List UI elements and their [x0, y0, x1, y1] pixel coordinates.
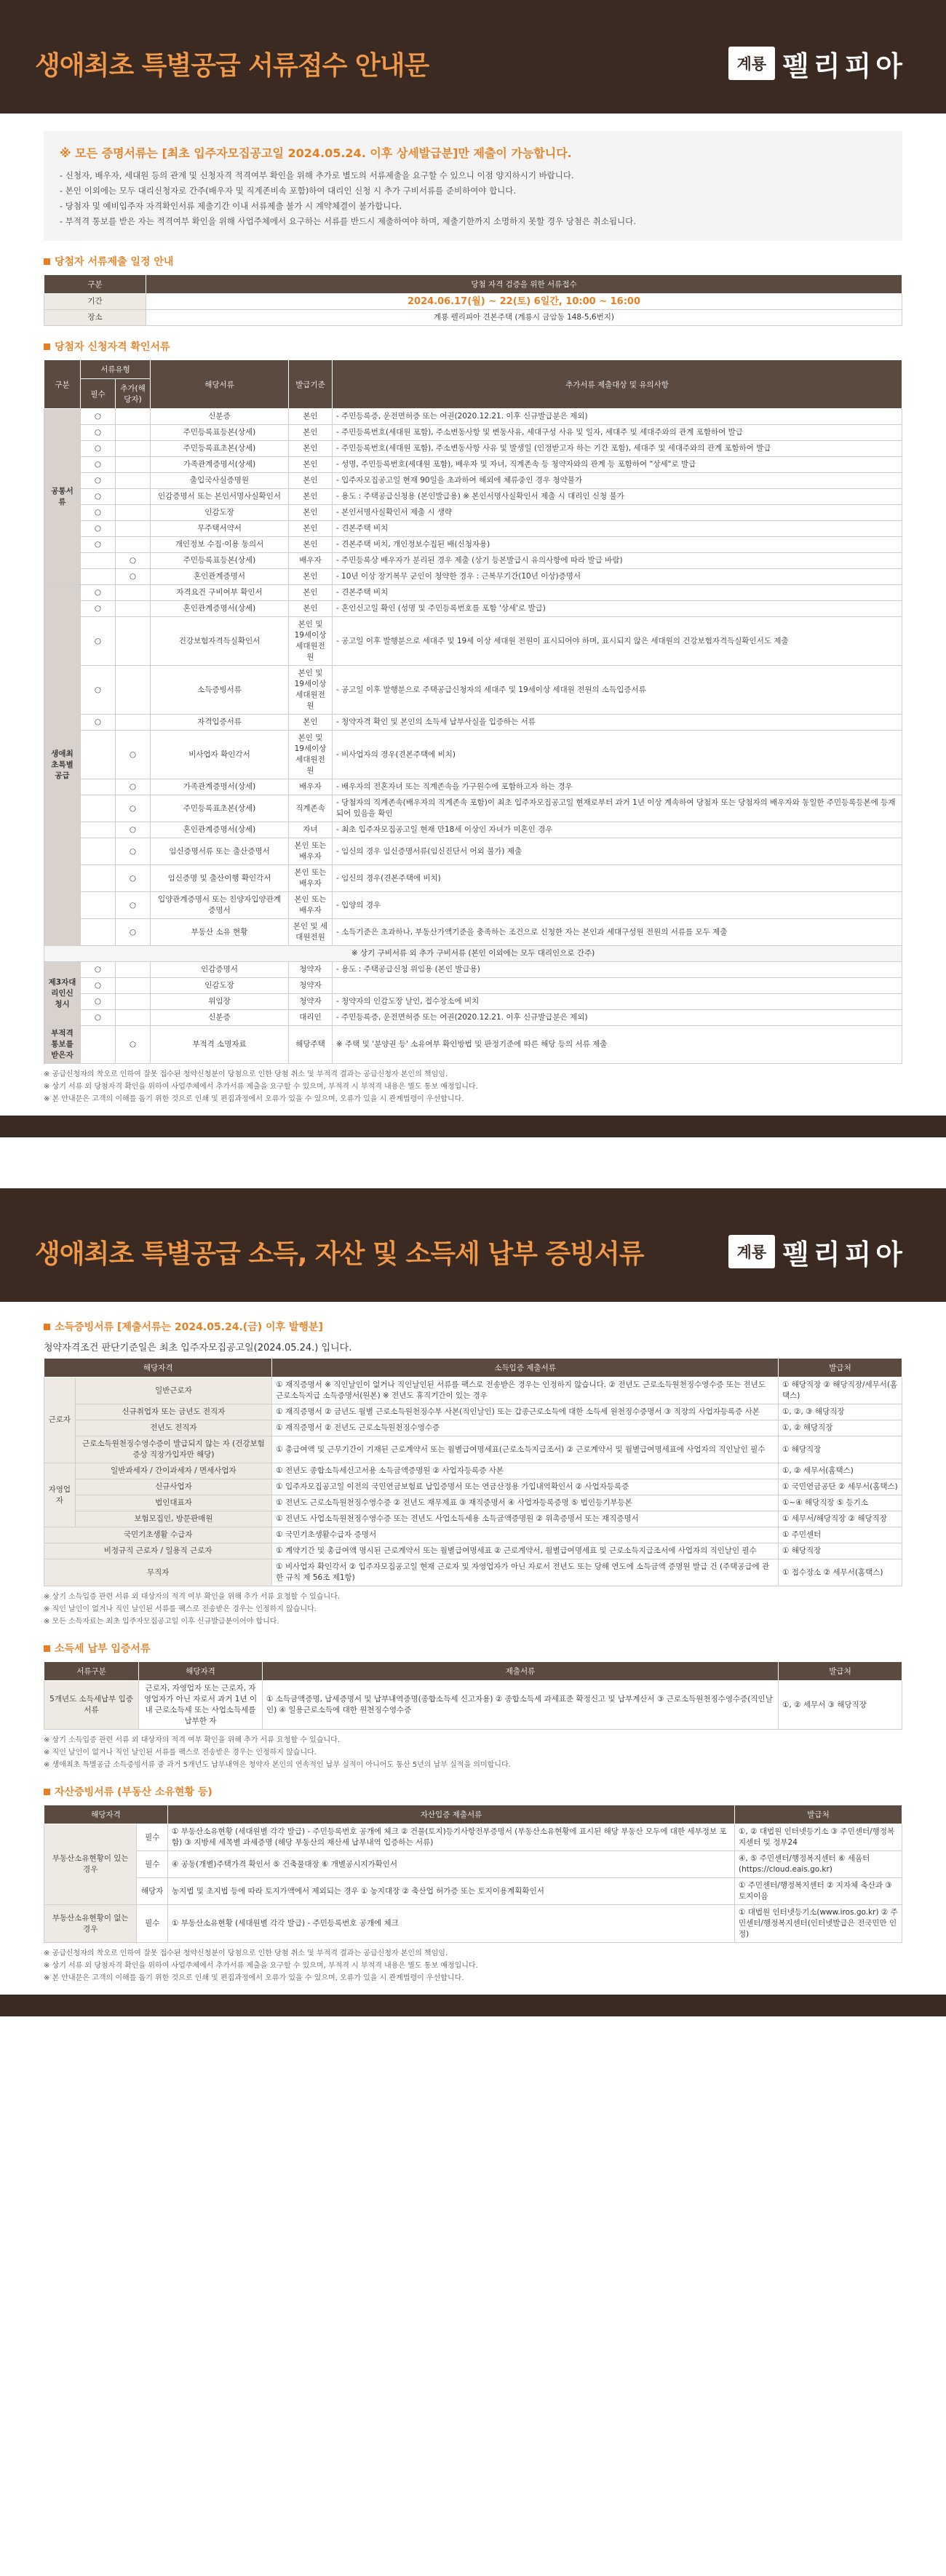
table-cell: 신분증	[151, 1010, 289, 1026]
table-cell: 배우자	[289, 553, 333, 569]
documents-table: 구분 서류유형 해당서류 발급기준 추가서류 제출대상 및 유의사항 필수 추가(해당자) 공통서류 ○ 신분증 본인 - 주민등록증, 운전면허증 또는 여권(2020.12.21. 이후 신규발급분은 제외) ○ 주민등록표등본(상세) 본인 - 주민등록번호(세대원 포함), 주소변동사항 및 변동사유, 세대구성 사유 및 일자, 세대주 및 세대주와의 관계 포함하여 발급 ○ 주민등록표초본(상세) 본인 - 주민등록번호(세대원 포함), 주소변동사항 사유 및 발생일 (인정받고자 하는 기간 포함), 세대주 및 세대주와의 관계 포함하여 발급 ○ 가족관계증명서(상세) 본인 - 성명, 주민등록번호(세대원 포함), 배우자 및 자녀, 직계존속 등 청약자와의 관계 등 포함하여 "상세"로 발급 ○ 출입국사실증명원 본인 - 입주자모집공고일 현재 90일을 초과하여 해외에 체류중인 경우 청약불가 ○ 인감증명서 또는 본인서명사실확인서 본인 - 용도 : 주택공급신청용 (본인발급용) ※ 본인서명사실확인서 제출 시 대리인 신청 불가 ○ 인감도장 본인 - 본인서명사실확인서 제출 시 생략 ○ 무주택서약서 본인 - 견본주택 비치 ○ 개인정보 수집·이용 동의서 본인 - 견본주택 비치, 개인정보수집된 배(신청자용) ○ 주민등록표등본(상세) 배우자 - 주민등록상 배우자가 분리된 경우 제출 (상기 등본발급시 유의사항에 따라 발급 바람) ○ 혼인관계증명서 본인 - 10년 이상 장기복무 군인이 청약한 경우 : 근복무기간(10년 이상)증명서 생애최초특별공급 ○ 자격요건 구비여부 확인서 본인 - 견본주택 비치 ○ 혼인관계증명서(상세) 본인 - 혼인신고일 확인 (성명 및 주민등록번호를 포함 '상세'로 발급) ○ 건강보험자격득실확인서 본인 및 19세이상 세대원전원 - 공고일 이후 발행분으로 세대주 및 19세 이상 세대원 전원이 표시되어야 하며, 표시되지 않은 세대원의 건강보험자격득실확인서도 제출 ○ 소득증빙서류 본인 및 19세이상 세대원전원 - 공고일 이후 발행분으로 주택공급신청자의 세대주 및 19세이상 세대원 전원의 소득입증서류 ○ 자격입증서류 본인 - 청약자격 확인 및 본인의 소득세 납부사실을 입증하는 서류 ○ 비사업자 확인각서 본인 및 19세이상 세대원전원 - 비사업자의 경우(견본주택에 비치) ○ 가족관계증명서(상세) 배우자 - 배우자의 전혼자녀 또는 직계존속을 가구원수에 포함하고자 하는 경우 ○ 주민등록표초본(상세) 직계존속 - 당첨자의 직계존속(배우자의 직계존속 포함)이 최초 입주자모집공고일 현재로부터 과거 1년 이상 계속하여 당첨자 또는 당첨자의 배우자와 동일한 주민등록등본에 등재되어 있음을 확인 ○ 혼인관계증명서(상세) 자녀 - 최초 입주자모집공고일 현재 만18세 이상인 자녀가 미혼인 경우 ○ 임신증명서류 또는 출산증명서 본인 또는 배우자 - 임신의 경우 임신증명서류(임신진단서 어외 불가) 제출 ○ 임신증명 및 출산이행 확인각서 본인 또는 배우자 - 임신의 경우(견본주택에 비치) ○ 입양관계증명서 또는 친양자입양관계증명서 본인 또는 배우자 - 입양의 경우 ○ 부동산 소유 현황 본인 및 세대원전원 - 소득기준은 초과하나, 부동산가액기준을 충족하는 조건으로 신청한 자는 본인과 세대구성원 전원의 서류를 모두 제출 ※ 상기 구비서류 외 추가 구비서류 (본인 이외에는 모두 대리인으로 간주) 제3자대리인신청시 ○ 인감증명서 청약자 - 용도 : 주택공급신청 위임용 (본인 발급용) ○ 인감도장 청약자 ○ 위임장 청약자 - 청약자의 인감도장 날인, 접수장소에 비치 ○ 신분증 대리인 - 주민등록증, 운전면허증 또는 여권(2020.12.21. 이후 신규발급분은 제외) 부적격통보를받은자 ○ 부적격 소명자료 해당주택 ※ 주택 및 '분양권 등' 소유여부 확인방법 및 판정기준에 따른 해당 등의 서류 제출	[44, 359, 902, 1064]
table-row	[44, 919, 902, 946]
required-docs: ① 계약기간 및 총급여액 명시된 근로계약서 또는 월별급여명세표 ② 근로계약서, 월별급여명세표 및 근로소득지급조서에 사업자의 직인날인 필수	[272, 1543, 779, 1559]
brand-tag: 계룡	[728, 1235, 776, 1268]
table-row	[44, 1010, 902, 1026]
table-row	[44, 1527, 902, 1543]
table-cell	[81, 779, 116, 795]
table-cell: - 주민등록증, 운전면허증 또는 여권(2020.12.21. 이후 신규발급분은 제외)	[333, 409, 902, 425]
bullet-square-icon	[44, 1324, 50, 1330]
bottom-band	[0, 1116, 946, 1137]
table-cell: ○	[116, 553, 151, 569]
table-cell: ○	[81, 489, 116, 505]
sub-qualification: 근로소득원천징수영수증이 발급되지 않는 자 (건강보험증상 직장가입자만 해당)	[75, 1436, 272, 1463]
table-row	[44, 666, 902, 715]
page-title: 생애최초 특별공급 서류접수 안내문	[35, 50, 429, 81]
required-docs: ① 입주자모집공고일 이전의 국민연금보험료 납입증명서 또는 연금산정용 가입내역확인서 ② 사업자등록증	[272, 1479, 779, 1495]
table-cell: 인감증명서	[151, 962, 289, 978]
section-heading: 소득증빙서류 [제출서류는 2024.05.24.(금) 이후 발행분]	[44, 1319, 902, 1334]
table-cell: 본인 및 19세이상 세대원전원	[289, 617, 333, 666]
table-cell: 본인	[289, 473, 333, 489]
table-cell	[116, 521, 151, 537]
table-cell: 해당주택	[289, 1026, 333, 1064]
table-cell	[333, 978, 902, 994]
table-row	[44, 1026, 902, 1064]
table-cell	[116, 962, 151, 978]
required-docs: ① 전년도 근로소득원천징수영수증 ② 전년도 재무제표 ③ 재직증명서 ④ 사업자등록증명 ⑤ 법인등기부등본	[272, 1495, 779, 1511]
table-cell: 입양관계증명서 또는 친양자입양관계증명서	[151, 892, 289, 919]
table-cell: 혼인관계증명서(상세)	[151, 822, 289, 838]
table-cell: 신분증	[151, 409, 289, 425]
table-row	[44, 1824, 902, 1851]
table-cell: - 혼인신고일 확인 (성명 및 주민등록번호를 포함 '상세'로 발급)	[333, 601, 902, 617]
table-cell: 본인 및 19세이상 세대원전원	[289, 731, 333, 779]
table-cell	[81, 865, 116, 892]
table-cell: 본인	[289, 521, 333, 537]
top-band	[0, 0, 946, 19]
table-cell: 본인	[289, 715, 333, 731]
table-cell	[81, 892, 116, 919]
table-row	[44, 601, 902, 617]
bullet-square-icon	[44, 1789, 50, 1795]
table-cell: - 용도 : 주택공급신청 위임용 (본인 발급용)	[333, 962, 902, 978]
table-cell: - 청약자의 인감도장 날인, 접수장소에 비치	[333, 994, 902, 1010]
table-row	[44, 779, 902, 795]
table-cell: 본인	[289, 601, 333, 617]
schedule-table: 구분 당첨 자격 검증을 위한 서류접수 기간 2024.06.17(월) ~ 22(토) 6일간, 10:00 ~ 16:00 장소 계룡 펠리피아 견본주택 (계룡시 금암동 148-5,6번지)	[44, 274, 902, 326]
tax-table: 서류구분 해당자격 제출서류 발급처 5개년도 소득세납부 입증서류 근로자, 자영업자 또는 근로자, 자영업자가 아닌 자로서 과거 1년 이내 근로소득세 또는 사업소득세를 납부한 자 ① 소득금액증명, 납세증명서 및 납부내역증명(종합소득세 신고자용) ② 종합소득세 과세표준 확정신고 및 납부계산서 ③ 근로소득원천징수영수증(직인날인) ④ 일용근로소득에 대한 원천징수영수증 ①, ② 세무서 ③ 해당직장	[44, 1661, 902, 1730]
section-subtext: 청약자격조건 판단기준일은 최초 입주자모집공고일(2024.05.24.) 입니다.	[44, 1343, 352, 1353]
table-cell: - 최초 입주자모집공고일 현재 만18세 이상인 자녀가 미혼인 경우	[333, 822, 902, 838]
table-cell: - 청약자격 확인 및 본인의 소득세 납부사실을 입증하는 서류	[333, 715, 902, 731]
sub-qualification: 일반과세자 / 간이과세자 / 면세사업자	[75, 1463, 272, 1479]
required-docs: ④ 공동(개별)주택가격 확인서 ⑤ 건축물대장 ⑥ 개별공시지가확인서	[168, 1851, 735, 1878]
table-cell: 자격요건 구비여부 확인서	[151, 585, 289, 601]
bullet-square-icon	[44, 1645, 50, 1652]
section-heading: 당첨자 서류제출 일정 안내	[44, 254, 902, 269]
table-cell: - 입주자모집공고일 현재 90일을 초과하여 해외에 체류중인 경우 청약불가	[333, 473, 902, 489]
table-cell: - 성명, 주민등록번호(세대원 포함), 배우자 및 자녀, 직계존속 등 청약자와의 관계 등 포함하여 "상세"로 발급	[333, 457, 902, 473]
table-row	[44, 489, 902, 505]
group-label: 부적격통보를받은자	[44, 1026, 81, 1064]
table-cell: 출입국사실증명원	[151, 473, 289, 489]
issuer: ① 해당직장	[779, 1436, 902, 1463]
table-row	[44, 537, 902, 553]
table-row	[44, 1511, 902, 1527]
required-docs: ① 재직증명서 ② 금년도 월별 근로소득원천징수부 사본(직인날인) 또는 갑종근로소득에 대한 소득세 원천징수증명서 ③ 직장의 사업자등록증 사본	[272, 1404, 779, 1420]
issuer: ①, ② 대법원 인터넷등기소 ③ 주민센터/행정복지센터 및 정부24	[735, 1824, 902, 1851]
table-cell: - 10년 이상 장기복무 군인이 청약한 경우 : 근복무기간(10년 이상)증명서	[333, 569, 902, 585]
table-cell	[81, 919, 116, 946]
required-docs: ① 부동산소유현황 (세대원별 각각 발급) - 주민등록번호 공개에 체크	[168, 1905, 735, 1943]
table-cell: - 본인서명사실확인서 제출 시 생략	[333, 505, 902, 521]
table-cell: - 임신의 경우 임신증명서류(임신진단서 어외 불가) 제출	[333, 838, 902, 865]
issuer: ① 주민센터/행정복지센터 ② 지자체 축산과 ③ 토지이음	[735, 1878, 902, 1905]
table-cell: - 주민등록증, 운전면허증 또는 여권(2020.12.21. 이후 신규발급분은 제외)	[333, 1010, 902, 1026]
sub-qualification: 신규취업자 또는 금년도 전직자	[75, 1404, 272, 1420]
table-row	[44, 731, 902, 779]
table-cell: 청약자	[289, 994, 333, 1010]
table-cell: 가족관계증명서(상세)	[151, 779, 289, 795]
table-cell: ○	[116, 892, 151, 919]
table-cell: 본인	[289, 441, 333, 457]
table-cell: 본인	[289, 457, 333, 473]
table-cell: ○	[81, 994, 116, 1010]
table-row	[44, 505, 902, 521]
table-cell: - 견본주택 비치	[333, 585, 902, 601]
issuer: ①, ② 세무서(홈택스)	[779, 1463, 902, 1479]
sub-qualification: 법인대표자	[75, 1495, 272, 1511]
table-cell: ○	[81, 962, 116, 978]
table-cell: 부동산 소유 현황	[151, 919, 289, 946]
table-cell: ○	[116, 569, 151, 585]
table-cell: ○	[116, 822, 151, 838]
table-cell: 본인	[289, 585, 333, 601]
table-cell	[116, 617, 151, 666]
table-cell	[116, 457, 151, 473]
table-cell: ○	[81, 1010, 116, 1026]
table-cell: 직계존속	[289, 795, 333, 822]
requirement-type: 필수	[137, 1905, 168, 1943]
table-cell: - 공고일 이후 발행분으로 세대주 및 19세 이상 세대원 전원이 표시되어야 하며, 표시되지 않은 세대원의 건강보험자격득실확인서도 제출	[333, 617, 902, 666]
table-cell: 본인 또는 배우자	[289, 892, 333, 919]
table-cell: - 당첨자의 직계존속(배우자의 직계존속 포함)이 최초 입주자모집공고일 현재로부터 과거 1년 이상 계속하여 당첨자 또는 당첨자의 배우자와 동일한 주민등록등본에 등재되어 있음을 확인	[333, 795, 902, 822]
table-cell	[81, 1026, 116, 1064]
brand-logo	[728, 44, 907, 84]
table-cell: 혼인관계증명서(상세)	[151, 601, 289, 617]
notice-line: - 부적격 통보를 받은 자는 적격여부 확인을 위해 사업주체에서 요구하는 서류를 반드시 제출하여야 하며, 제출기한까지 소명하지 못할 경우 당첨은 취소됩니다.	[60, 216, 636, 226]
table-row	[44, 1404, 902, 1420]
table-row	[44, 795, 902, 822]
table-cell: ○	[81, 409, 116, 425]
qualification-label: 자영업자	[44, 1463, 76, 1527]
table-cell	[81, 838, 116, 865]
table-cell	[116, 441, 151, 457]
bottom-band	[0, 1995, 946, 2016]
asset-qualification: 부동산소유현황이 있는 경우	[44, 1824, 137, 1905]
table-cell: 본인	[289, 409, 333, 425]
footnotes: ※ 상기 소득입증 관련 서류 외 대상자의 적격 여부 확인을 위해 추가 서류 요청할 수 있습니다. ※ 직인 날인이 없거나 직인 날인된 서류를 팩스로 전송받은 경우는 인정하지 않습니다. ※ 생애최초 특별공급 소득증빙서류 중 과거 5개년도 납부내역은 청약자 본인의 연속적인 납부 실적이 아니어도 통산 5년의 납부 실적을 의미합니다.	[44, 1736, 511, 1769]
issuer: ① 세무서/해당직장 ② 해당직장	[779, 1511, 902, 1527]
table-row	[44, 1378, 902, 1404]
table-cell	[81, 822, 116, 838]
required-docs: ① 총급여액 및 근무기간이 기재된 근로계약서 또는 월별급여명세표(근로소득지급조서) ② 근로계약서 및 월별급여명세표에 사업자의 직인날인 필수	[272, 1436, 779, 1463]
table-row	[44, 553, 902, 569]
table-cell: ○	[81, 425, 116, 441]
table-cell: 주민등록표초본(상세)	[151, 795, 289, 822]
requirement-type: 해당자	[137, 1878, 168, 1905]
table-row	[44, 892, 902, 919]
table-cell: 인감도장	[151, 978, 289, 994]
table-cell: ○	[81, 505, 116, 521]
bullet-square-icon	[44, 258, 50, 265]
table-cell	[81, 731, 116, 779]
required-docs: ① 부동산소유현황 (세대원별 각각 발급) - 주민등록번호 공개에 체크 ② 건물(토지)등기사항전부증명서 (부동산소유현황에 표시된 해당 부동산 모두에 대한 세부정보 포함) ③ 지방세 세목별 과세증명 (해당 부동산의 재산세 납부내역 입증하는 서류)	[168, 1824, 735, 1851]
table-cell: 본인	[289, 569, 333, 585]
table-cell	[116, 489, 151, 505]
schedule-place: 계룡 펠리피아 견본주택 (계룡시 금암동 148-5,6번지)	[146, 310, 902, 326]
table-cell: 청약자	[289, 962, 333, 978]
table-row	[44, 569, 902, 585]
table-cell: 본인	[289, 505, 333, 521]
issuer: ①, ② 해당직장	[779, 1420, 902, 1436]
table-cell: - 공고일 이후 발행분으로 주택공급신청자의 세대주 및 19세이상 세대원 전원의 소득입증서류	[333, 666, 902, 715]
brand-name: 펠리피아	[782, 49, 907, 82]
required-docs: ① 전년도 종합소득세신고서용 소득금액증명원 ② 사업자등록증 사본	[272, 1463, 779, 1479]
table-cell: ○	[81, 666, 116, 715]
income-table: 해당자격 소득입증 제출서류 발급처 근로자 일반근로자 ① 재직증명서 ※ 직인날인이 없거나 직인날인된 서류를 팩스로 전송받은 경우는 인정하지 않습니다. ② 전년도 근로소득원천징수영수증 또는 전년도 근로소득지급 소득증명서(원본) ※ 전년도 휴직기간이 있는 경우 ① 해당직장 ② 해당직장/세무서(홈택스) 신규취업자 또는 금년도 전직자 ① 재직증명서 ② 금년도 월별 근로소득원천징수부 사본(직인날인) 또는 갑종근로소득에 대한 소득세 원천징수증명서 ③ 직장의 사업자등록증 사본 ①, ②, ③ 해당직장 전년도 전직자 ① 재직증명서 ② 전년도 근로소득원천징수영수증 ①, ② 해당직장 근로소득원천징수영수증이 발급되지 않는 자 (건강보험증상 직장가입자만 해당) ① 총급여액 및 근무기간이 기재된 근로계약서 또는 월별급여명세표(근로소득지급조서) ② 근로계약서 및 월별급여명세표에 사업자의 직인날인 필수 ① 해당직장 자영업자 일반과세자 / 간이과세자 / 면세사업자 ① 전년도 종합소득세신고서용 소득금액증명원 ② 사업자등록증 사본 ①, ② 세무서(홈택스) 신규사업자 ① 입주자모집공고일 이전의 국민연금보험료 납입증명서 또는 연금산정용 가입내역확인서 ② 사업자등록증 ① 국민연금공단 ② 세무서(홈택스) 법인대표자 ① 전년도 근로소득원천징수영수증 ② 전년도 재무제표 ③ 재직증명서 ④ 사업자등록증명 ⑤ 법인등기부등본 ①~④ 해당직장 ⑤ 등기소 보험모집인, 방문판매원 ① 전년도 사업소득원천징수영수증 또는 전년도 사업소득세용 소득금액증명원 ② 위촉증명서 또는 재직증명서 ① 세무서/해당직장 ② 해당직장 국민기초생활 수급자 ① 국민기초생활수급자 증명서 ① 주민센터 비정규직 근로자 / 일용직 근로자 ① 계약기간 및 총급여액 명시된 근로계약서 또는 월별급여명세표 ② 근로계약서, 월별급여명세표 및 근로소득지급조서에 사업자의 직인날인 필수 ① 해당직장 무직자 ① 비사업자 확인각서 ② 입주자모집공고일 현재 근로자 및 자영업자가 아닌 자로서 전년도 또는 당해 연도에 소득금액 증명원 발급 건 (주택공급에 관한 규칙 제 56조 제1항) ① 접수장소 ② 세무서(홈택스)	[44, 1358, 902, 1586]
table-cell: 주민등록표등본(상세)	[151, 425, 289, 441]
sub-qualification: 일반근로자	[75, 1378, 272, 1404]
asset-table: 해당자격 자산입증 제출서류 발급처 부동산소유현황이 있는 경우 필수 ① 부동산소유현황 (세대원별 각각 발급) - 주민등록번호 공개에 체크 ② 건물(토지)등기사항전부증명서 (부동산소유현황에 표시된 해당 부동산 모두에 대한 세부정보 포함) ③ 지방세 세목별 과세증명 (해당 부동산의 재산세 납부내역 입증하는 서류) ①, ② 대법원 인터넷등기소 ③ 주민센터/행정복지센터 및 정부24 필수 ④ 공동(개별)주택가격 확인서 ⑤ 건축물대장 ⑥ 개별공시지가확인서 ④, ⑤ 주민센터/행정복지센터 ⑥ 세움터(https://cloud.eais.go.kr) 해당자 농지법 및 초지법 등에 따라 토지가액에서 제외되는 경우 ① 농지대장 ② 축산업 허가증 또는 토지이용계획확인서 ① 주민센터/행정복지센터 ② 지자체 축산과 ③ 토지이음 부동산소유현황이 없는 경우 필수 ① 부동산소유현황 (세대원별 각각 발급) - 주민등록번호 공개에 체크 ① 대법원 인터넷등기소(www.iros.go.kr) ② 주민센터/행정복지센터(인터넷발급은 전국민만 인정)	[44, 1805, 902, 1943]
table-cell: - 입양의 경우	[333, 892, 902, 919]
notice-line: - 당첨자 및 예비입주자 자격확인서류 제출기간 이내 서류제출 불가 시 계약체결이 불가합니다.	[60, 201, 402, 211]
issuer: ① 해당직장	[779, 1543, 902, 1559]
group-note: ※ 상기 구비서류 외 추가 구비서류 (본인 이외에는 모두 대리인으로 간주)	[44, 946, 902, 962]
qualification-label: 국민기초생활 수급자	[44, 1527, 272, 1543]
table-cell: 대리인	[289, 1010, 333, 1026]
table-cell	[81, 569, 116, 585]
table-row	[44, 1543, 902, 1559]
table-cell: 본인 또는 배우자	[289, 865, 333, 892]
table-cell	[81, 795, 116, 822]
table-cell: 본인 또는 배우자	[289, 838, 333, 865]
top-band	[0, 1188, 946, 1207]
brand-tag: 계룡	[728, 47, 776, 80]
table-row	[44, 715, 902, 731]
table-cell: 자녀	[289, 822, 333, 838]
issuer: ① 접수장소 ② 세무서(홈택스)	[779, 1559, 902, 1586]
table-cell: 본인	[289, 425, 333, 441]
table-cell: ○	[81, 521, 116, 537]
table-cell: 무주택서약서	[151, 521, 289, 537]
table-row	[44, 1463, 902, 1479]
brand-logo	[728, 1232, 907, 1272]
table-row	[44, 425, 902, 441]
table-cell: 청약자	[289, 978, 333, 994]
table-cell: ○	[116, 838, 151, 865]
qualification-label: 무직자	[44, 1559, 272, 1586]
table-cell: 자격입증서류	[151, 715, 289, 731]
requirement-type: 필수	[137, 1824, 168, 1851]
footnotes: ※ 공급신청자의 착오로 인하여 잘못 접수된 청약신청분이 당첨으로 인한 당첨 취소 및 부적격 결과는 공급신청자 본인의 책임임. ※ 상기 서류 외 당첨자격 확인을 위하여 사업주체에서 추가서류 제출을 요구할 수 있으며, 부적격 시 부적격 내용은 별도 통보 예정입니다. ※ 본 안내문은 고객의 이해를 돕기 위한 것으로 인쇄 및 편집과정에서 오류가 있을 수 있으며, 오류가 있을 시 관계법령이 우선합니다.	[44, 1070, 478, 1103]
table-cell: ○	[81, 978, 116, 994]
table-cell: ○	[116, 1026, 151, 1064]
table-cell: 소득증빙서류	[151, 666, 289, 715]
issuer: ①~④ 해당직장 ⑤ 등기소	[779, 1495, 902, 1511]
table-cell: 혼인관계증명서	[151, 569, 289, 585]
table-row	[44, 473, 902, 489]
table-cell	[116, 715, 151, 731]
table-cell: ○	[116, 795, 151, 822]
sub-qualification: 전년도 전직자	[75, 1420, 272, 1436]
table-row	[44, 1851, 902, 1878]
table-row	[44, 1420, 902, 1436]
table-cell: ○	[81, 585, 116, 601]
section-heading: 소득세 납부 입증서류	[44, 1641, 902, 1655]
section-heading: 자산증빙서류 (부동산 소유현황 등)	[44, 1784, 902, 1799]
table-row	[44, 617, 902, 666]
table-cell	[116, 473, 151, 489]
table-row	[44, 441, 902, 457]
notice-box	[44, 131, 902, 241]
issuer: ① 국민연금공단 ② 세무서(홈택스)	[779, 1479, 902, 1495]
table-cell: - 주민등록상 배우자가 분리된 경우 제출 (상기 등본발급시 유의사항에 따라 발급 바람)	[333, 553, 902, 569]
group-label: 공통서류	[44, 409, 81, 585]
table-cell	[116, 1010, 151, 1026]
issuer: ① 주민센터	[779, 1527, 902, 1543]
required-docs: ① 국민기초생활수급자 증명서	[272, 1527, 779, 1543]
table-cell: - 견본주택 비치, 개인정보수집된 배(신청자용)	[333, 537, 902, 553]
table-cell: 인감도장	[151, 505, 289, 521]
header-banner-2	[0, 1207, 946, 1302]
bullet-square-icon	[44, 343, 50, 350]
table-row	[44, 865, 902, 892]
asset-qualification: 부동산소유현황이 없는 경우	[44, 1905, 137, 1943]
table-cell: 건강보험자격득실확인서	[151, 617, 289, 666]
required-docs: ① 비사업자 확인각서 ② 입주자모집공고일 현재 근로자 및 자영업자가 아닌 자로서 전년도 또는 당해 연도에 소득금액 증명원 발급 건 (주택공급에 관한 규칙 제 56조 제1항)	[272, 1559, 779, 1586]
table-row	[44, 946, 902, 962]
issuer: ① 대법원 인터넷등기소(www.iros.go.kr) ② 주민센터/행정복지센터(인터넷발급은 전국민만 인정)	[735, 1905, 902, 1943]
table-cell: ○	[81, 537, 116, 553]
table-row	[44, 838, 902, 865]
table-cell: 배우자	[289, 779, 333, 795]
table-cell: - 배우자의 전혼자녀 또는 직계존속을 가구원수에 포함하고자 하는 경우	[333, 779, 902, 795]
table-cell: 가족관계증명서(상세)	[151, 457, 289, 473]
table-row	[44, 822, 902, 838]
requirement-type: 필수	[137, 1851, 168, 1878]
table-row	[44, 1905, 902, 1943]
table-cell: ○	[116, 919, 151, 946]
table-cell: 개인정보 수집·이용 동의서	[151, 537, 289, 553]
sub-qualification: 신규사업자	[75, 1479, 272, 1495]
table-cell: 본인 및 19세이상 세대원전원	[289, 666, 333, 715]
table-row	[44, 457, 902, 473]
footnotes: ※ 공급신청자의 착오로 인하여 잘못 접수된 청약신청분이 당첨으로 인한 당첨 취소 및 부적격 결과는 공급신청자 본인의 책임임. ※ 상기 서류 외 당첨자격 확인을 위하여 사업주체에서 추가서류 제출을 요구할 수 있으며, 부적격 시 부적격 내용은 별도 통보 예정입니다. ※ 본 안내문은 고객의 이해를 돕기 위한 것으로 인쇄 및 편집과정에서 오류가 있을 수 있으며, 오류가 있을 시 관계법령이 우선합니다.	[44, 1949, 478, 1982]
required-docs: 농지법 및 초지법 등에 따라 토지가액에서 제외되는 경우 ① 농지대장 ② 축산업 허가증 또는 토지이용계획확인서	[168, 1878, 735, 1905]
table-cell: ○	[81, 617, 116, 666]
table-row	[44, 1479, 902, 1495]
table-row	[44, 994, 902, 1010]
table-row	[44, 1559, 902, 1586]
table-row	[44, 409, 902, 425]
notice-line: - 신청자, 배우자, 세대원 등의 관계 및 신청자격 적격여부 확인을 위해 추가로 별도의 서류제출을 요구할 수 있으니 이점 양지하시기 바랍니다.	[60, 170, 574, 180]
table-row	[44, 978, 902, 994]
table-cell: - 주민등록번호(세대원 포함), 주소변동사항 사유 및 발생일 (인정받고자 하는 기간 포함), 세대주 및 세대주와의 관계 포함하여 발급	[333, 441, 902, 457]
table-cell: ○	[116, 731, 151, 779]
sub-qualification: 보험모집인, 방문판매원	[75, 1511, 272, 1527]
table-cell: 주민등록표초본(상세)	[151, 441, 289, 457]
qualification-label: 비정규직 근로자 / 일용직 근로자	[44, 1543, 272, 1559]
table-row	[44, 1495, 902, 1511]
table-cell: - 소득기준은 초과하나, 부동산가액기준을 충족하는 조건으로 신청한 자는 본인과 세대구성원 전원의 서류를 모두 제출	[333, 919, 902, 946]
table-cell	[116, 585, 151, 601]
section-heading: 당첨자 신청자격 확인서류	[44, 339, 902, 354]
table-cell: 비사업자 확인각서	[151, 731, 289, 779]
table-cell: ○	[116, 865, 151, 892]
table-cell: 부적격 소명자료	[151, 1026, 289, 1064]
table-cell	[116, 425, 151, 441]
notice-head: ※ 모든 증명서류는 [최초 입주자모집공고일 2024.05.24. 이후 상세발급분]만 제출이 가능합니다.	[60, 146, 572, 160]
group-label: 생애최초특별공급	[44, 585, 81, 946]
table-cell: - 비사업자의 경우(견본주택에 비치)	[333, 731, 902, 779]
issuer: ④, ⑤ 주민센터/행정복지센터 ⑥ 세움터(https://cloud.eais.go.kr)	[735, 1851, 902, 1878]
table-cell: - 주민등록번호(세대원 포함), 주소변동사항 및 변동사유, 세대구성 사유 및 일자, 세대주 및 세대주와의 관계 포함하여 발급	[333, 425, 902, 441]
table-cell	[116, 537, 151, 553]
table-cell: ○	[81, 441, 116, 457]
table-cell: - 견본주택 비치	[333, 521, 902, 537]
table-cell: 본인 및 세대원전원	[289, 919, 333, 946]
table-cell: 임신증명서류 또는 출산증명서	[151, 838, 289, 865]
table-row	[44, 1436, 902, 1463]
table-cell	[116, 666, 151, 715]
table-row	[44, 585, 902, 601]
table-cell	[116, 505, 151, 521]
required-docs: ① 전년도 사업소득원천징수영수증 또는 전년도 사업소득세용 소득금액증명원 ② 위촉증명서 또는 재직증명서	[272, 1511, 779, 1527]
footnotes: ※ 상기 소득입증 관련 서류 외 대상자의 적격 여부 확인을 위해 추가 서류 요청할 수 있습니다. ※ 직인 날인이 없거나 직인 날인된 서류를 팩스로 전송받은 경우는 인정하지 않습니다. ※ 모든 소득자료는 최초 입주자모집공고일 이후 신규발급분이어야 합니다.	[44, 1593, 340, 1626]
table-cell: ○	[116, 779, 151, 795]
table-cell	[116, 978, 151, 994]
schedule-period: 2024.06.17(월) ~ 22(토) 6일간, 10:00 ~ 16:00	[146, 294, 902, 310]
qualification-label: 근로자	[44, 1378, 76, 1463]
table-cell: ○	[81, 715, 116, 731]
required-docs: ① 재직증명서 ② 전년도 근로소득원천징수영수증	[272, 1420, 779, 1436]
table-row	[44, 962, 902, 978]
table-cell: 임신증명 및 출산이행 확인각서	[151, 865, 289, 892]
table-cell: ○	[81, 473, 116, 489]
table-cell	[116, 409, 151, 425]
table-cell	[116, 601, 151, 617]
table-cell: ○	[81, 601, 116, 617]
table-cell: 인감증명서 또는 본인서명사실확인서	[151, 489, 289, 505]
table-cell: - 용도 : 주택공급신청용 (본인발급용) ※ 본인서명사실확인서 제출 시 대리인 신청 불가	[333, 489, 902, 505]
table-cell: ※ 주택 및 '분양권 등' 소유여부 확인방법 및 판정기준에 따른 해당 등의 서류 제출	[333, 1026, 902, 1064]
table-row	[44, 1878, 902, 1905]
table-cell: 본인	[289, 489, 333, 505]
table-cell: 본인	[289, 537, 333, 553]
page-title: 생애최초 특별공급 소득, 자산 및 소득세 납부 증빙서류	[35, 1239, 644, 1269]
table-cell: - 임신의 경우(견본주택에 비치)	[333, 865, 902, 892]
table-cell: 위임장	[151, 994, 289, 1010]
table-row	[44, 521, 902, 537]
required-docs: ① 재직증명서 ※ 직인날인이 없거나 직인날인된 서류를 팩스로 전송받은 경우는 인정하지 않습니다. ② 전년도 근로소득원천징수영수증 또는 전년도 근로소득지급 소득증명서(원본) ※ 전년도 휴직기간이 있는 경우	[272, 1378, 779, 1404]
brand-name: 펠리피아	[782, 1238, 907, 1271]
group-label: 제3자대리인신청시	[44, 962, 81, 1026]
issuer: ①, ②, ③ 해당직장	[779, 1404, 902, 1420]
table-cell: ○	[81, 457, 116, 473]
table-cell	[116, 994, 151, 1010]
issuer: ① 해당직장 ② 해당직장/세무서(홈택스)	[779, 1378, 902, 1404]
notice-line: - 본인 이외에는 모두 대리신청자로 간주(배우자 및 직계존비속 포함)하여 대리인 신청 시 추가 구비서류를 준비하여야 합니다.	[60, 186, 517, 196]
table-cell: 주민등록표등본(상세)	[151, 553, 289, 569]
table-cell	[81, 553, 116, 569]
header-banner-1	[0, 19, 946, 114]
